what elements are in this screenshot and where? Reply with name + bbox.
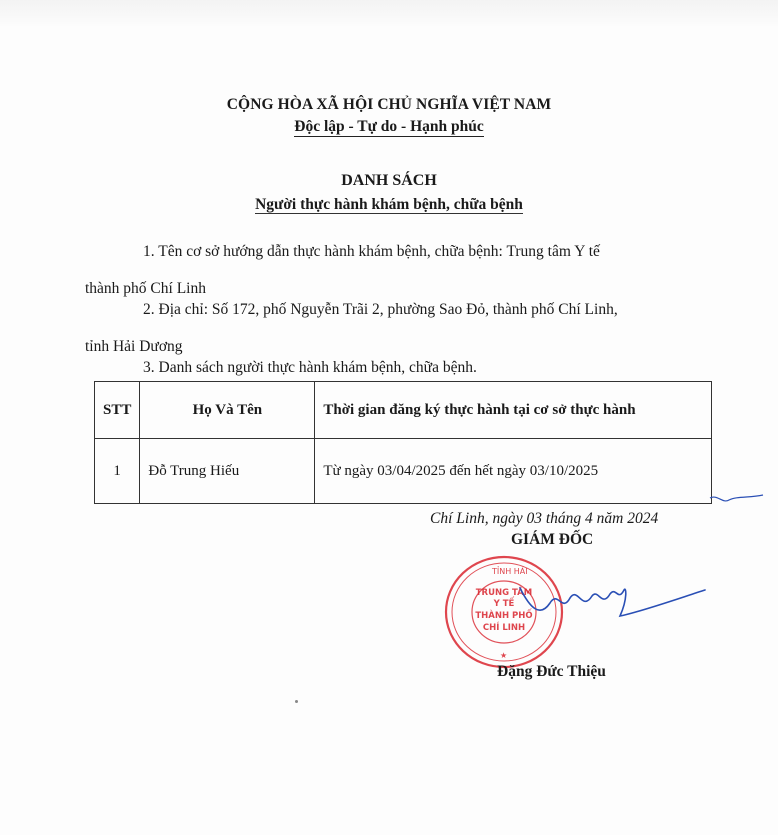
ink-mark [705, 490, 765, 510]
motto-header [0, 118, 778, 136]
subtitle-text: Người thực hành khám bệnh, chữa bệnh [255, 196, 523, 213]
director-title: GIÁM ĐỐC [511, 531, 594, 548]
header-stt: STT [95, 382, 140, 439]
svg-text:Y TẾ: Y TẾ [493, 599, 515, 609]
item1-line2: thành phố Chí Linh [85, 280, 206, 297]
item1-line1: 1. Tên cơ sở hướng dẫn thực hành khám bệnh, chữa bệnh: Trung tâm Y tế [143, 243, 600, 260]
place-date: Chí Linh, ngày 03 tháng 4 năm 2024 [430, 510, 659, 527]
signature-scribble [500, 568, 710, 638]
cell-period: Từ ngày 03/04/2025 đến hết ngày 03/10/2025 [315, 439, 712, 504]
svg-text:CHÍ LINH: CHÍ LINH [482, 623, 526, 633]
cell-stt: 1 [95, 439, 140, 504]
svg-text:TRUNG TÂM: TRUNG TÂM [475, 588, 533, 598]
svg-text:THÀNH PHỐ: THÀNH PHỐ [475, 611, 533, 621]
svg-text:★: ★ [500, 651, 508, 660]
item2-line2: tỉnh Hải Dương [85, 338, 183, 355]
scan-speck [295, 700, 298, 703]
item3-line: 3. Danh sách người thực hành khám bệnh, chữa bệnh. [143, 359, 477, 376]
document-title: DANH SÁCH [341, 172, 437, 189]
motto-text: Độc lập - Tự do - Hạnh phúc [294, 118, 484, 135]
header-period: Thời gian đăng ký thực hành tại cơ sở thực hành [315, 382, 712, 439]
item2-line1: 2. Địa chỉ: Số 172, phố Nguyễn Trãi 2, phường Sao Đỏ, thành phố Chí Linh, [143, 301, 618, 318]
table-row [95, 439, 712, 504]
cell-name: Đỗ Trung Hiếu [140, 439, 315, 504]
svg-text:TỈNH HẢI: TỈNH HẢI [492, 567, 528, 576]
header-name: Họ Và Tên [140, 382, 315, 439]
trainee-table [94, 381, 712, 504]
country-header: CỘNG HÒA XÃ HỘI CHỦ NGHĨA VIỆT NAM [226, 96, 552, 113]
document-subtitle [0, 196, 778, 214]
table-header-row [95, 382, 712, 439]
scan-top-band [0, 0, 778, 26]
signer-name: Đặng Đức Thiệu [497, 663, 606, 680]
